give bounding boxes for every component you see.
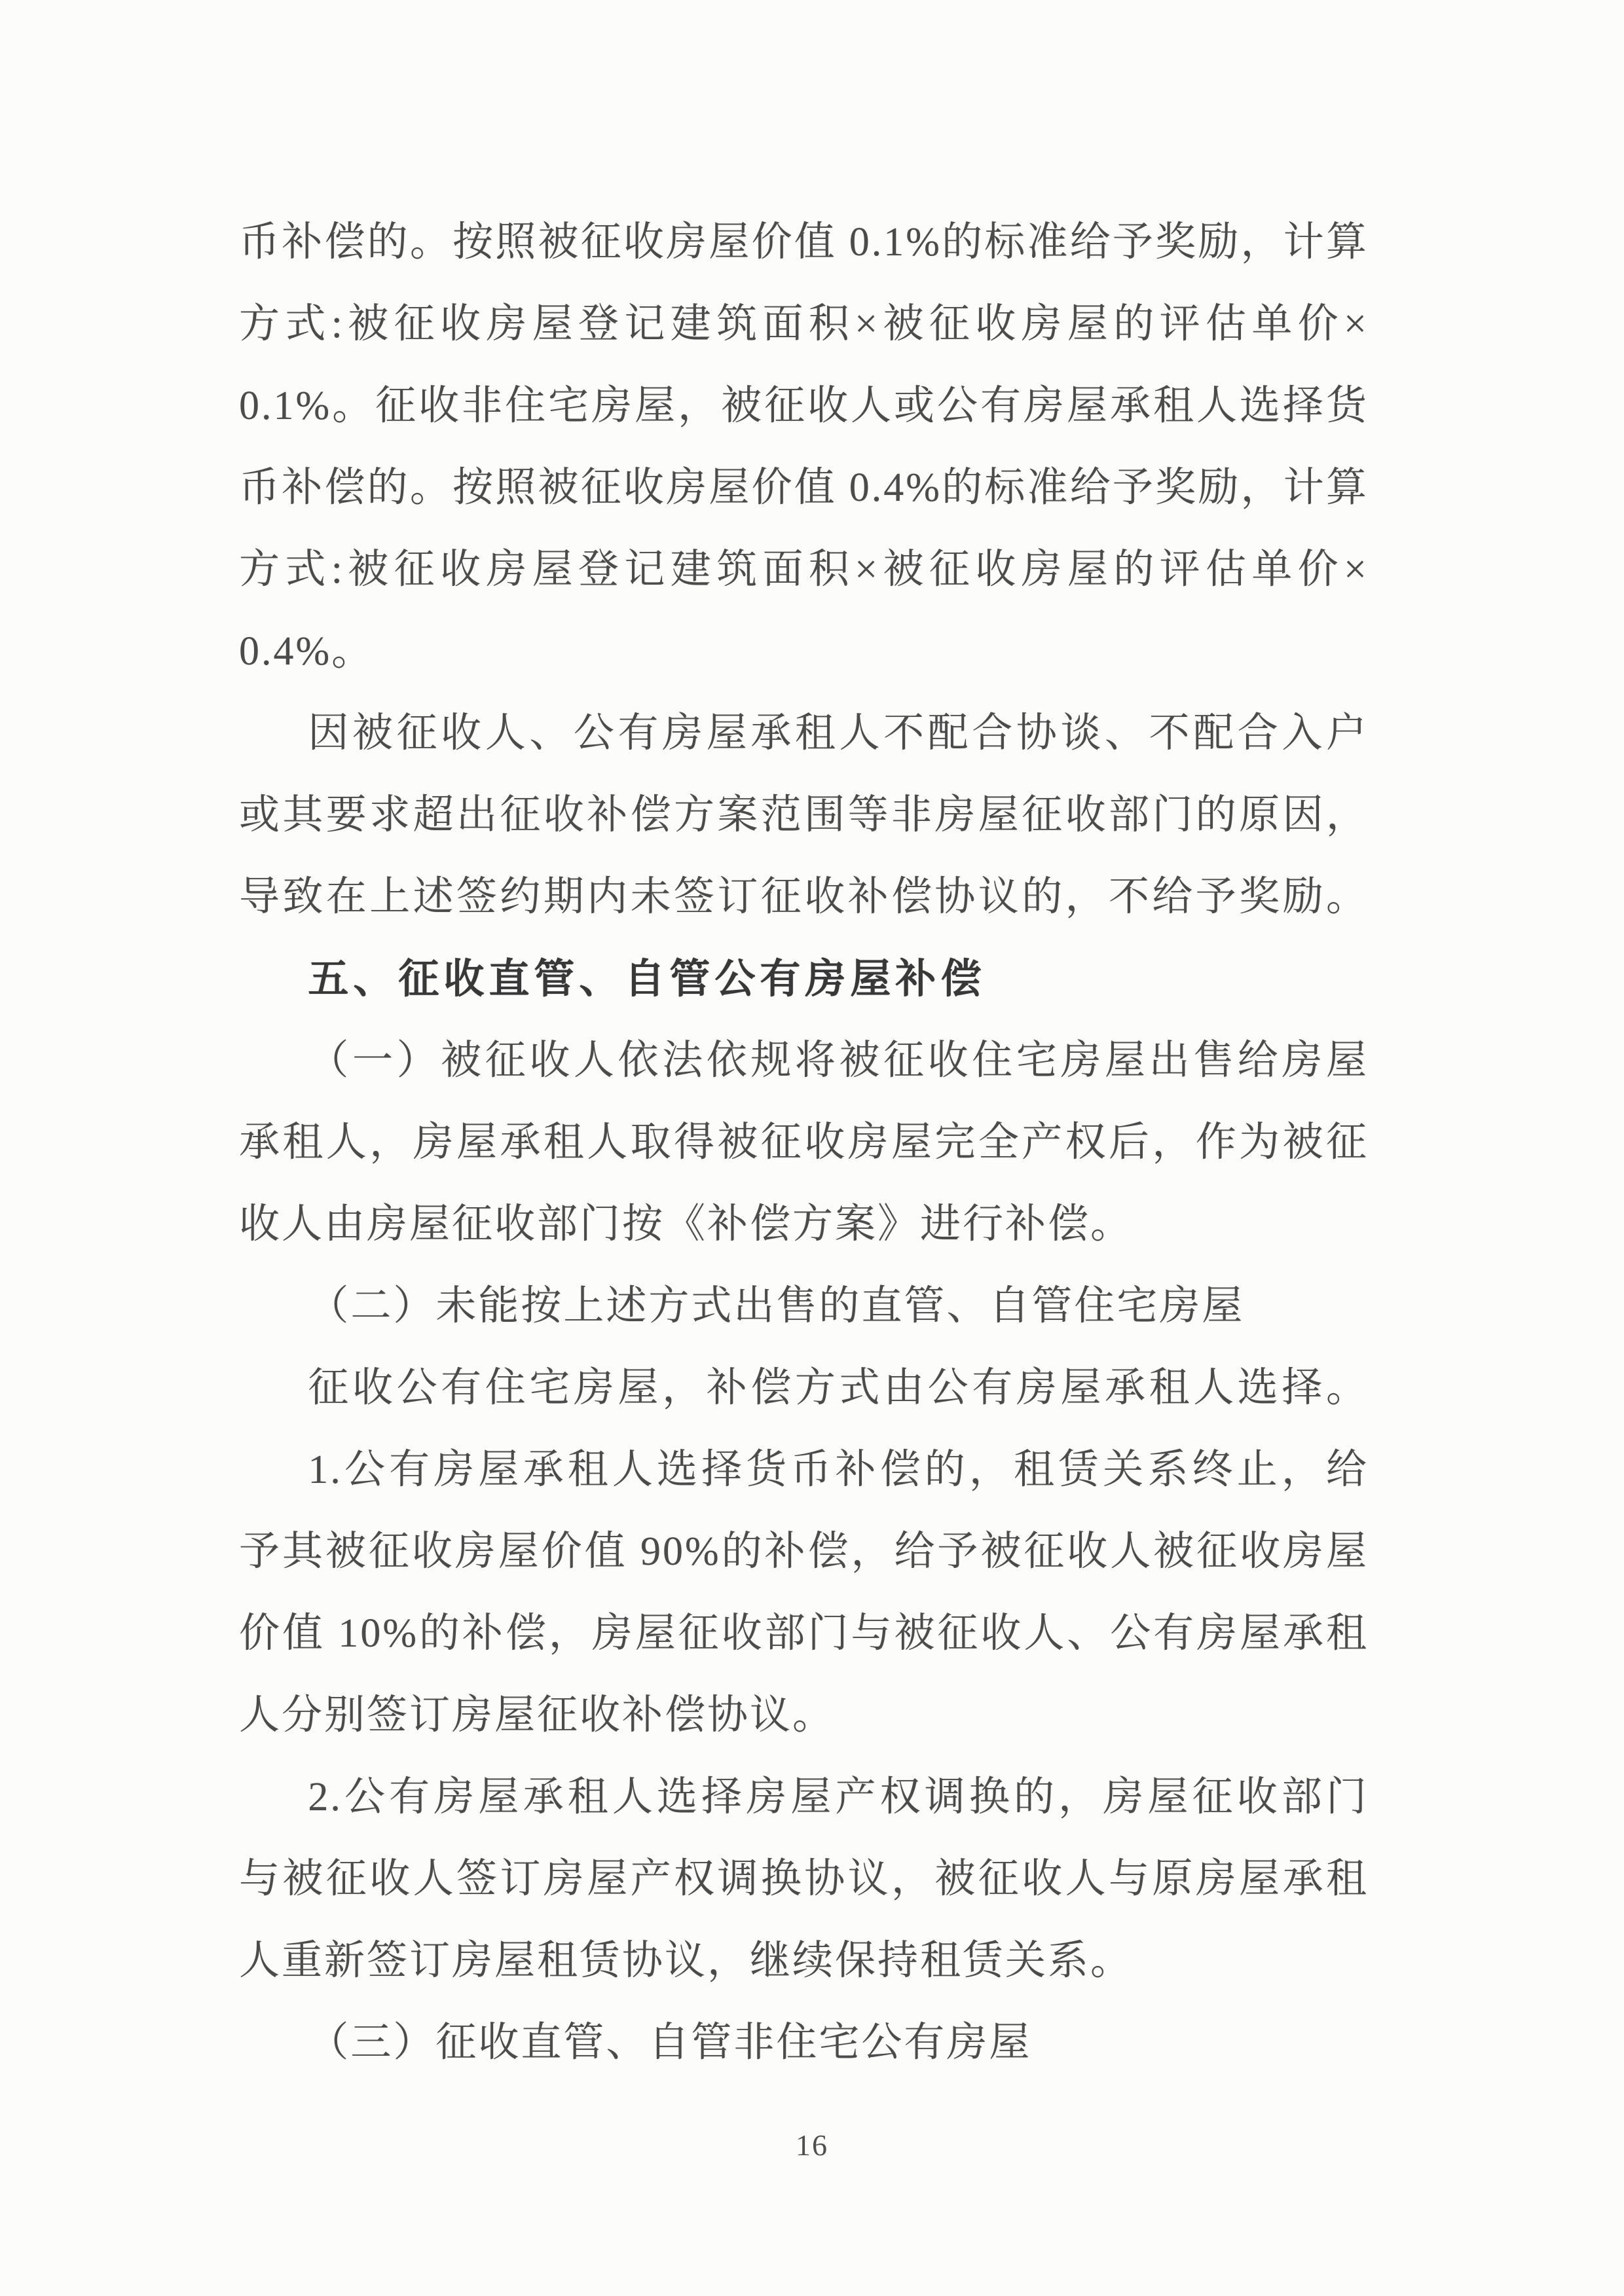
text-line: 价值 10%的补偿，房屋征收部门与被征收人、公有房屋承租: [239, 1611, 1369, 1656]
text-line: 承租人，房屋承租人取得被征收房屋完全产权后，作为被征: [239, 1120, 1369, 1165]
text-line: 2.公有房屋承租人选择房屋产权调换的，房屋征收部门: [308, 1775, 1369, 1819]
text-line: 与被征收人签订房屋产权调换协议，被征收人与原房屋承租: [239, 1857, 1369, 1901]
text-line: 0.1%。征收非住宅房屋，被征收人或公有房屋承租人选择货: [239, 384, 1369, 428]
page-number: 16: [796, 2128, 828, 2162]
text-line: 人分别签订房屋征收补偿协议。: [239, 1693, 836, 1738]
text-line: 或其要求超出征收补偿方案范围等非房屋征收部门的原因，: [239, 793, 1369, 837]
text-line: 征收公有住宅房屋，补偿方式由公有房屋承租人选择。: [308, 1366, 1369, 1410]
text-line: 方式:被征收房屋登记建筑面积×被征收房屋的评估单价×: [239, 547, 1369, 592]
text-line: 0.4%。: [239, 629, 375, 674]
text-line: 方式:被征收房屋登记建筑面积×被征收房屋的评估单价×: [239, 302, 1369, 346]
text-line: （一）被征收人依法依规将被征收住宅房屋出售给房屋: [308, 1038, 1369, 1083]
text-line: 因被征收人、公有房屋承租人不配合协谈、不配合入户: [308, 711, 1369, 756]
text-line: 予其被征收房屋价值 90%的补偿，给予被征收人被征收房屋: [239, 1529, 1369, 1574]
text-line: 币补偿的。按照被征收房屋价值 0.4%的标准给予奖励，计算: [239, 465, 1369, 510]
text-line: 导致在上述签约期内未签订征收补偿协议的，不给予奖励。: [239, 875, 1369, 919]
text-line: 币补偿的。按照被征收房屋价值 0.1%的标准给予奖励，计算: [239, 220, 1369, 264]
text-line: 收人由房屋征收部门按《补偿方案》进行补偿。: [239, 1202, 1134, 1247]
text-line: （三）征收直管、自管非住宅公有房屋: [308, 2020, 1032, 2065]
text-body: [239, 202, 1369, 2084]
text-line: （二）未能按上述方式出售的直管、自管住宅房屋: [308, 1284, 1245, 1328]
text-line: 人重新签订房屋租赁协议，继续保持租赁关系。: [239, 1939, 1134, 1983]
text-line: 1.公有房屋承租人选择货币补偿的，租赁关系终止，给: [308, 1448, 1369, 1492]
section-heading: 五、征收直管、自管公有房屋补偿: [308, 957, 986, 1002]
